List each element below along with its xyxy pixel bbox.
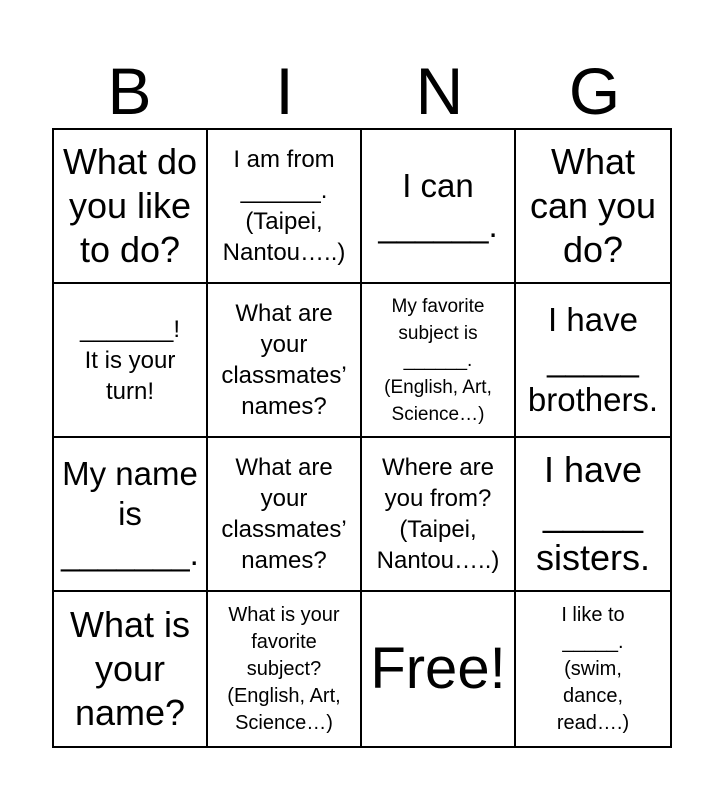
bingo-cell[interactable]: I can ______. [362, 130, 516, 284]
bingo-cell[interactable]: I have _____ brothers. [516, 284, 670, 438]
header-letter-i: I [275, 54, 294, 128]
bingo-cell[interactable]: What are your classmates’ names? [208, 284, 362, 438]
header-letter-g: G [568, 54, 621, 128]
bingo-header [52, 50, 672, 128]
bingo-cell[interactable]: What is your name? [54, 592, 208, 746]
bingo-cell[interactable]: What is your favorite subject? (English, Art, Science…) [208, 592, 362, 746]
bingo-cell[interactable]: I like to _____. (swim, dance, read….) [556, 603, 630, 734]
bingo-cell[interactable]: Where are you from? (Taipei, Nantou…..) [362, 438, 516, 592]
bingo-cell[interactable]: My favorite subject is ______. (English, Art, Science…) [362, 284, 516, 438]
bingo-board [52, 128, 672, 748]
bingo-cell[interactable]: What are your classmates’ names? [208, 438, 362, 592]
bingo-cell[interactable]: I have _____ sisters. [516, 438, 670, 592]
header-letter-n: N [415, 54, 464, 128]
bingo-cell[interactable]: What can you do? [516, 130, 670, 284]
bingo-cell[interactable]: My name is _______. [54, 438, 208, 592]
header-letter-b: B [107, 54, 152, 128]
bingo-cell[interactable]: _______! It is your turn! [54, 284, 208, 438]
bingo-cell[interactable]: I am from ______. (Taipei, Nantou…..) [208, 130, 362, 284]
free-space-cell[interactable]: Free! [362, 592, 516, 746]
bingo-cell[interactable]: What do you like to do? [54, 130, 208, 284]
